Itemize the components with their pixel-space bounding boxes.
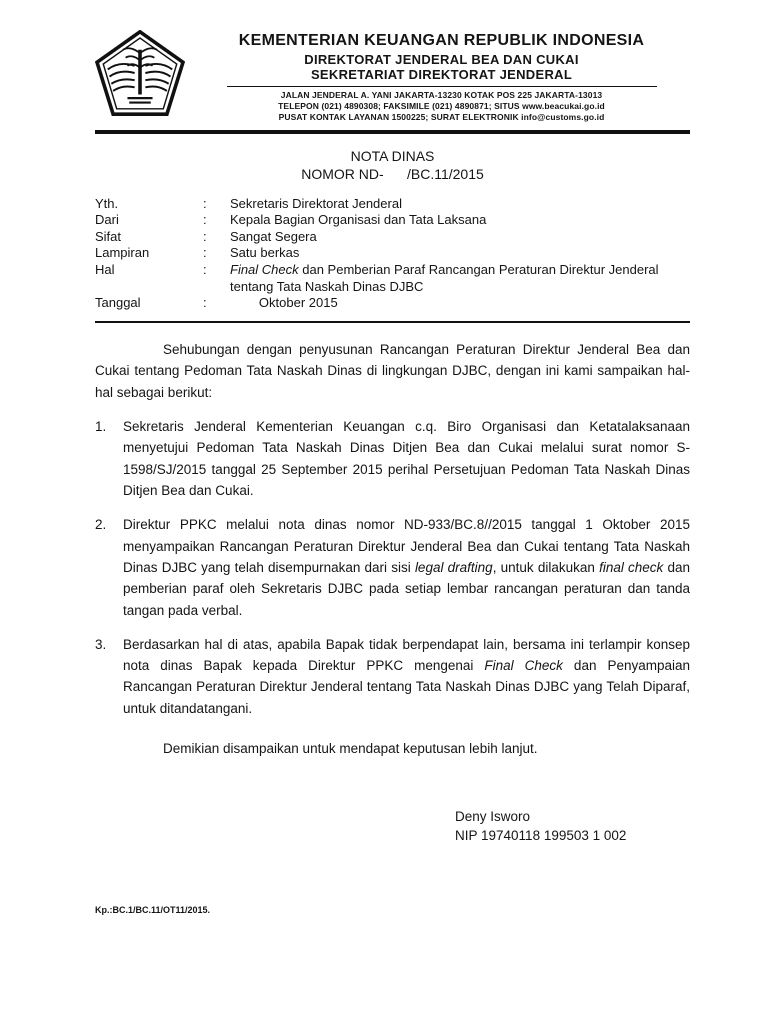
address-line-1: JALAN JENDERAL A. YANI JAKARTA-13230 KOTAK POS 225 JAKARTA-13013 [280,90,603,100]
field-row-hal [95,262,690,295]
numbered-point [95,514,690,621]
field-label: Lampiran [95,245,150,261]
field-row-yth [95,196,690,213]
point-text: Sekretaris Jenderal Kementerian Keuangan c.q. Biro Organisasi dan Ketatalaksanaan menyetujui Pedoman Tata Naskah Dinas Ditjen Bea dan Cukai melalui surat nomor S-1598/SJ/2015 tanggal 25 September 2015 perihal Persetujuan Pedoman Tata Naskah Dinas Ditjen Bea dan Cukai. [123,418,690,498]
field-value: Kepala Bagian Organisasi dan Tata Laksana [230,212,487,228]
numbered-point [95,634,690,719]
letterhead-text [187,28,690,123]
field-colon: : [203,195,207,211]
fields-separator-line [95,321,690,323]
field-colon: : [203,262,207,278]
ministry-name: KEMENTERIAN KEUANGAN REPUBLIK INDONESIA [238,32,645,49]
directorate-name: DIREKTORAT JENDERAL BEA DAN CUKAI [304,52,579,67]
field-value: Sangat Segera [230,228,317,244]
filing-code: Kp.:BC.1/BC.11/OT11/2015. [95,905,211,915]
address-line-3: PUSAT KONTAK LAYANAN 1500225; SURAT ELEKTRONIK info@customs.go.id [278,112,605,123]
signer-nip: NIP 19740118 199503 1 002 [455,828,627,844]
closing-line: Demikian disampaikan untuk mendapat keputusan lebih lanjut. [163,741,538,757]
address-block [193,90,690,123]
field-value: Satu berkas [230,245,300,261]
field-colon: : [203,212,207,228]
field-colon: : [203,295,207,311]
numbered-list [95,416,690,719]
field-value: Final Check dan Pemberian Paraf Rancangan Peraturan Direktur Jenderal tentang Tata Naskah Dinas DJBC [230,262,663,294]
point-number: 1. [95,418,107,434]
field-label: Sifat [95,228,122,244]
point-text: Direktur PPKC melalui nota dinas nomor ND-933/BC.8//2015 tanggal 1 Oktober 2015 menyampaikan Rancangan Peraturan Direktur Jenderal Bea dan Cukai tentang Tata Naskah Dinas DJBC yang telah disempurnakan dari sisi legal drafting, untuk dilakukan final check dan pemberian paraf oleh Sekretaris DJBC pada setiap lembar rancangan peraturan dan tanda tangan pada verbal. [123,517,690,618]
field-label: Hal [95,262,115,278]
field-colon: : [203,228,207,244]
secretariat-name: SEKRETARIAT DIREKTORAT JENDERAL [310,67,573,82]
field-label: Tanggal [95,295,141,311]
point-number: 3. [95,636,107,652]
field-row-sifat [95,229,690,246]
header-separator-bar [95,130,690,134]
point-text: Berdasarkan hal di atas, apabila Bapak tidak berpendapat lain, bersama ini terlampir konsep nota dinas Bapak kepada Direktur PPKC mengenai Final Check dan Penyampaian Rancangan Peraturan Direktur Jenderal tentang Tata Naskah Dinas DJBC yang Telah Diparaf, untuk ditandatangani. [123,636,691,716]
signature-block [455,808,690,846]
opening-paragraph: Sehubungan dengan penyusunan Rancangan Peraturan Direktur Jenderal Bea dan Cukai tentang Pedoman Tata Naskah Dinas di lingkungan DJBC, dengan ini kami sampaikan hal-hal sebagai berikut: [95,341,690,400]
memo-fields [95,196,690,312]
address-line-2: TELEPON (021) 4890308; FAKSIMILE (021) 4890871; SITUS www.beacukai.go.id [278,101,605,112]
numbered-point [95,416,690,501]
document-title-block [95,147,690,183]
signer-name: Deny Isworo [455,809,531,825]
field-row-lampiran [95,245,690,262]
field-label: Yth. [95,195,119,211]
document-type: NOTA DINAS [350,148,435,165]
address-separator-line [227,86,657,87]
field-label: Dari [95,212,119,228]
point-number: 2. [95,517,107,533]
document-number: NOMOR ND- /BC.11/2015 [301,166,484,183]
field-row-dari [95,212,690,229]
kemenkeu-emblem-icon [95,30,187,118]
field-colon: : [203,245,207,261]
field-value: Oktober 2015 [230,295,338,311]
letterhead [95,28,690,123]
field-value: Sekretaris Direktorat Jenderal [230,195,402,211]
field-row-tanggal [95,295,690,312]
